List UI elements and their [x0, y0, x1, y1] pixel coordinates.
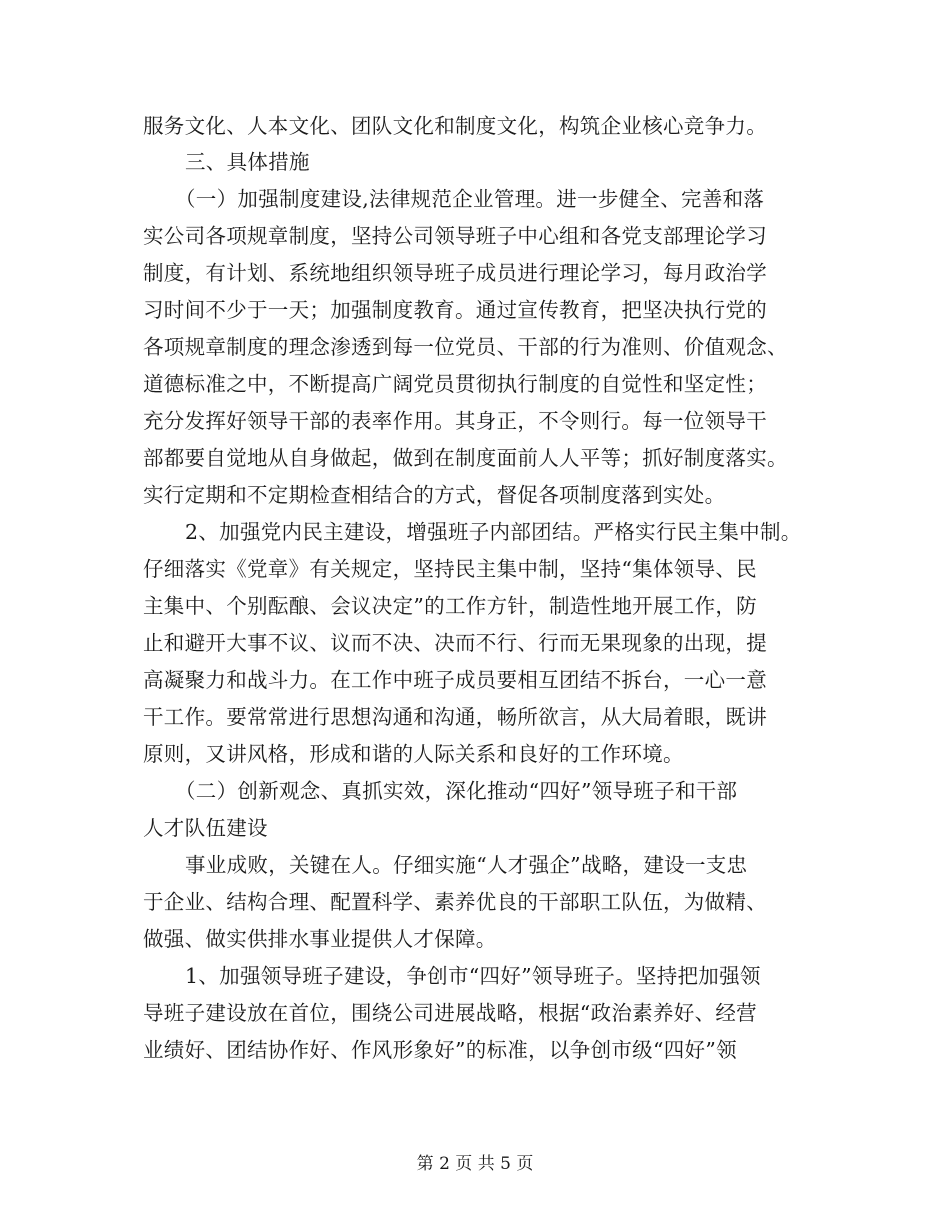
subsection-heading: （二）创新观念、真抓实效，深化推动“四好”领导班子和干部 [175, 779, 738, 803]
body-text-line: 各项规章制度的理念渗透到每一位党员、干部的行为准则、价值观念、 [143, 335, 788, 359]
body-text-line: 习时间不少于一天；加强制度教育。通过宣传教育，把坚决执行党的 [143, 298, 767, 322]
body-text-line: 仔细落实《党章》有关规定，坚持民主集中制，坚持“集体领导、民 [143, 557, 757, 581]
body-text-line: 道德标准之中，不断提高广阔党员贯彻执行制度的自觉性和坚定性； [143, 372, 767, 396]
subsection-heading: （一）加强制度建设,法律规范企业管理。进一步健全、完善和落 [175, 187, 765, 211]
body-text-line: 2、加强党内民主建设，增强班子内部团结。严格实行民主集中制。 [185, 520, 802, 544]
body-text-line: 制度，有计划、系统地组织领导班子成员进行理论学习，每月政治学 [143, 261, 767, 285]
body-text-line: 干工作。要常常进行思想沟通和沟通，畅所欲言，从大局着眼，既讲 [143, 705, 767, 729]
body-text-line: 充分发挥好领导干部的表率作用。其身正，不令则行。每一位领导干 [143, 409, 767, 433]
body-text-line: 部都要自觉地从自身做起，做到在制度面前人人平等；抓好制度落实。 [143, 446, 788, 470]
body-text-line: 实行定期和不定期检查相结合的方式，督促各项制度落到实处。 [143, 483, 726, 507]
body-text-line: 实公司各项规章制度，坚持公司领导班子中心组和各党支部理论学习 [143, 224, 767, 248]
body-text-line: 1、加强领导班子建设，争创市“四好”领导班子。坚持把加强领 [185, 964, 761, 988]
section-heading: 三、具体措施 [185, 150, 310, 174]
body-text-line: 事业成败，关键在人。仔细实施“人才强企”战略，建设一支忠 [185, 853, 748, 877]
body-text-line: 导班子建设放在首位，围绕公司进展战略，根据“政治素养好、经营 [143, 1001, 757, 1025]
page-number-footer: 第 2 页 共 5 页 [416, 1154, 534, 1174]
body-text-line: 主集中、个别酝酿、会议决定”的工作方针，制造性地开展工作，防 [143, 594, 757, 618]
body-text-line: 于企业、结构合理、配置科学、素养优良的干部职工队伍，为做精、 [143, 890, 767, 914]
subsection-heading-cont: 人才队伍建设 [143, 816, 268, 840]
body-text-line: 做强、做实供排水事业提供人才保障。 [143, 927, 497, 951]
body-text-line: 业绩好、团结协作好、作风形象好”的标准，以争创市级“四好”领 [143, 1038, 737, 1062]
body-text-line: 原则，又讲风格，形成和谐的人际关系和良好的工作环境。 [143, 742, 684, 766]
body-text-line: 高凝聚力和战斗力。在工作中班子成员要相互团结不拆台，一心一意 [143, 668, 767, 692]
body-text-line: 止和避开大事不议、议而不决、决而不行、行而无果现象的出现，提 [143, 631, 767, 655]
body-text-line: 服务文化、人本文化、团队文化和制度文化，构筑企业核心竞争力。 [143, 114, 767, 138]
